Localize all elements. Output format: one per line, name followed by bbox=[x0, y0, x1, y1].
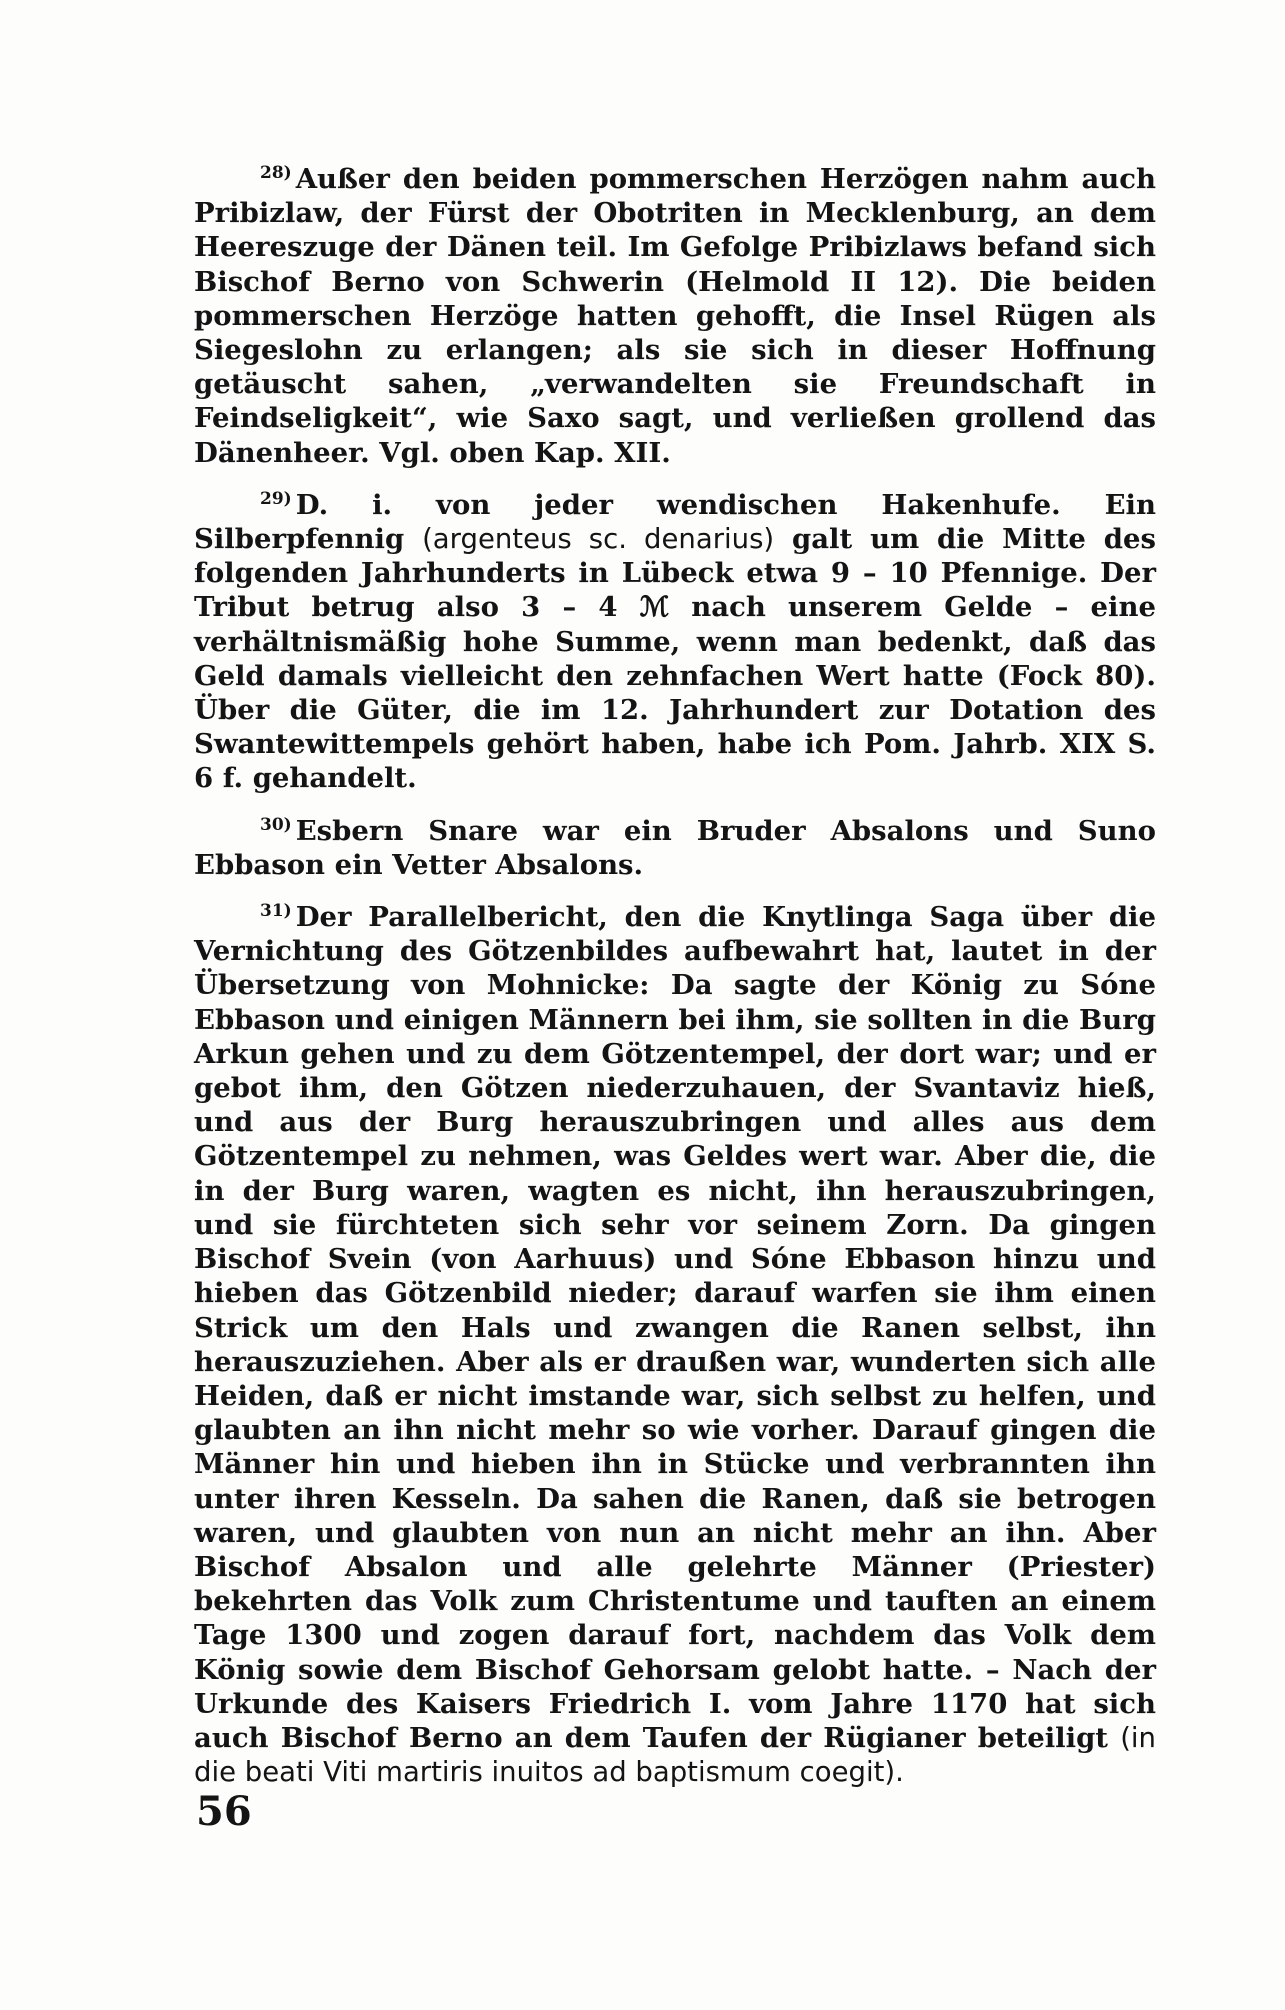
page-number: 56 bbox=[196, 1788, 252, 1835]
footnote-text: Außer den beiden pommerschen Herzögen nahm auch Pribizlaw, der Fürst der Obotriten in Mecklenburg, an dem Heereszuge der Dänen teil. Im Gefolge Pribizlaws befand sich Bischof Berno von Schwerin (Helmold II 12). Die beiden pommerschen Herzöge hatten gehofft, die Insel Rügen als Siegeslohn zu erlangen; als sie sich in dieser Hoffnung getäuscht sahen, „verwandelten sie Freundschaft in Feindseligkeit“, wie Saxo sagt, und verließen grollend das Dänenheer. Vgl. oben Kap. XII. bbox=[194, 163, 1156, 469]
footnote-number: 31) bbox=[260, 900, 292, 921]
footnote-text: Esbern Snare war ein Bruder Absalons und Suno Ebbason ein Vetter Absalons. bbox=[194, 814, 1156, 881]
footnote-28 bbox=[194, 162, 1156, 470]
footnote-31 bbox=[194, 900, 1156, 1789]
latin-phrase: (in die beati Viti martiris inuitos ad baptismum coegit). bbox=[194, 1721, 1156, 1789]
footnote-number: 29) bbox=[260, 488, 292, 509]
footnote-number: 28) bbox=[260, 162, 292, 183]
footnote-text: galt um die Mitte des folgenden Jahrhunderts in Lübeck etwa 9 – 10 Pfennige. Der Tribut betrug also 3 – 4 ℳ nach unserem Gelde – eine verhältnismäßig hohe Summe, wenn man bedenkt, daß das Geld damals vielleicht den zehnfachen Wert hatte (Fock 80). Über die Güter, die im 12. Jahrhundert zur Dotation des Swantewittempels gehört haben, habe ich Pom. Jahrb. XIX S. 6 f. gehandelt. bbox=[194, 523, 1156, 795]
latin-phrase: (argenteus sc. denarius) bbox=[422, 523, 775, 556]
footnotes-block bbox=[194, 162, 1156, 1789]
footnote-29 bbox=[194, 488, 1156, 796]
footnote-30 bbox=[194, 814, 1156, 882]
footnote-number: 30) bbox=[260, 814, 292, 835]
footnote-text: Der Parallelbericht, den die Knytlinga Saga über die Vernichtung des Götzenbildes aufbewahrt hat, lautet in der Übersetzung von Mohnicke: Da sagte der König zu Sóne Ebbason und einigen Männern bei ihm, sie sollten in die Burg Arkun gehen und zu dem Götzentempel, der dort war; und er gebot ihm, den Götzen niederzuhauen, der Svantaviz hieß, und aus der Burg herauszubringen und alles aus dem Götzentempel zu nehmen, was Geldes wert war. Aber die, die in der Burg waren, wagten es nicht, ihn herauszubringen, und sie fürchteten sich sehr vor seinem Zorn. Da gingen Bischof Svein (von Aarhuus) und Sóne Ebbason hinzu und hieben das Götzenbild nieder; darauf warfen sie ihm einen Strick um den Hals und zwangen die Ranen selbst, ihn herauszuziehen. Aber als er draußen war, wunderten sich alle Heiden, daß er nicht imstande war, sich selbst zu helfen, und glaubten an ihn nicht mehr so wie vorher. Darauf gingen die Männer hin und hieben ihn in Stücke und verbrannten ihn unter ihren Kesseln. Da sahen die Ranen, daß sie betrogen waren, und glaubten von nun an nicht mehr an ihn. Aber Bischof Absalon und alle gelehrte Männer (Priester) bekehrten das Volk zum Christentume und tauften an einem Tage 1300 und zogen darauf fort, nachdem das Volk dem König sowie dem Bischof Gehorsam gelobt hatte. – Nach der Urkunde des Kaisers Friedrich I. vom Jahre 1170 hat sich auch Bischof Berno an dem Taufen der Rügianer beteiligt bbox=[194, 901, 1156, 1754]
footnote-text: D. i. von jeder wendischen Hakenhufe. Ein Silberpfennig bbox=[194, 488, 1156, 556]
